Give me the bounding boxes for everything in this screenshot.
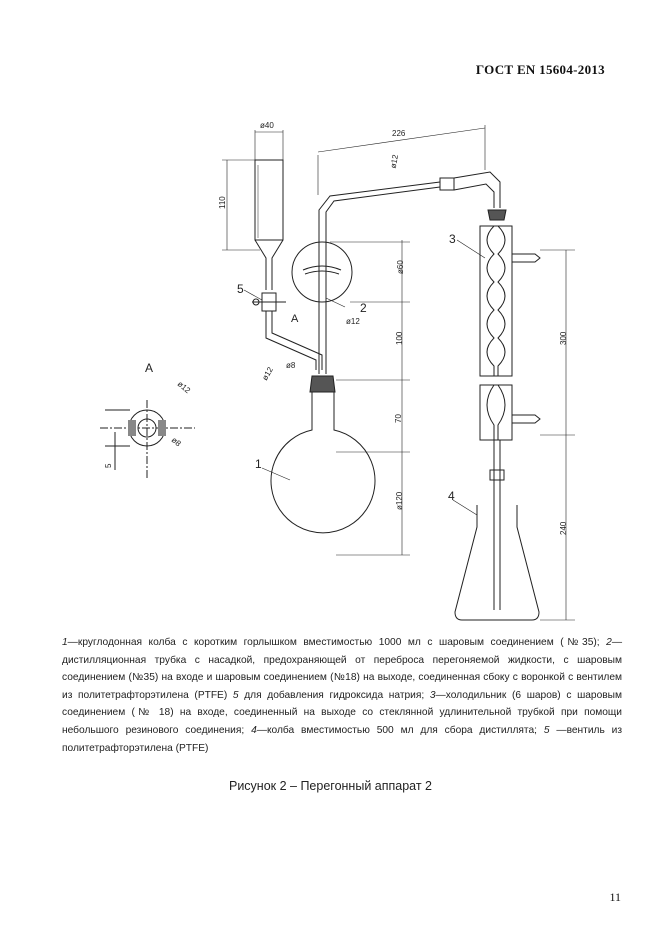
caption-item: 5 —вентиль из политетрафторэтилена (PTFE) [62, 724, 622, 754]
figure-title: Рисунок 2 – Перегонный аппарат 2 [228, 779, 432, 793]
ptfe-valve [252, 293, 286, 311]
funnel [255, 160, 283, 290]
dim-d12-top: ø12 [388, 153, 400, 170]
caption-item: 4—колба вместимостью 500 мл для сбора дистиллята; [251, 724, 544, 736]
dim-d120: ø120 [395, 491, 404, 510]
dim-d8-mid: ø8 [286, 361, 296, 370]
dim-226: 226 [392, 129, 406, 138]
round-bottom-flask [271, 392, 375, 533]
standard-header: ГОСТ EN 15604-2013 [475, 62, 605, 77]
callout-1: 1 [255, 457, 262, 471]
figure-caption [62, 634, 622, 757]
dim-70: 70 [394, 414, 403, 423]
caption-item: 1—круглодонная колба с коротким горлышком вместимостью 1000 мл с шаровым соединением (№35); [62, 637, 607, 648]
dim-110: 110 [218, 196, 227, 209]
dim-5-section: 5 [104, 463, 113, 468]
receiving-flask [455, 505, 539, 620]
callout-5: 5 [237, 282, 244, 296]
caption-item: 3—холодильник (6 шаров) с шаровым соединением (№ 18) на входе, соединенный на выходе со стеклянной удлинительной трубкой при помощи небольшого резинового соединения; [62, 689, 622, 736]
dim-d12-mid: ø12 [346, 317, 360, 326]
section-label: A [291, 313, 299, 325]
section-view-label: A [145, 361, 154, 375]
callout-3: 3 [449, 232, 456, 246]
page-number: 11 [609, 890, 621, 904]
callout-4: 4 [448, 489, 455, 503]
dim-d12-left: ø12 [260, 365, 275, 382]
dim-d8-section: ø8 [169, 435, 183, 449]
dim-100: 100 [395, 331, 404, 345]
caption-item: 5 для добавления гидроксида натрия; [232, 689, 430, 701]
condenser [480, 210, 540, 610]
dim-d12-section: ø12 [175, 379, 193, 396]
dim-300: 300 [559, 331, 568, 345]
dim-d60: ø60 [396, 260, 405, 274]
callout-2: 2 [360, 301, 367, 315]
caption-item: 2—дистилляционная трубка с насадкой, предохраняющей от переброса перегоняемой жидкости, с шаровым соединением (№35) на входе и шаровым соединением (№18) на выходе, соединенная сбоку с воронкой с вентилем из политетрафторэтилена (PTFE) [62, 637, 622, 701]
dim-240: 240 [559, 521, 568, 535]
dim-d40: ø40 [260, 121, 274, 130]
